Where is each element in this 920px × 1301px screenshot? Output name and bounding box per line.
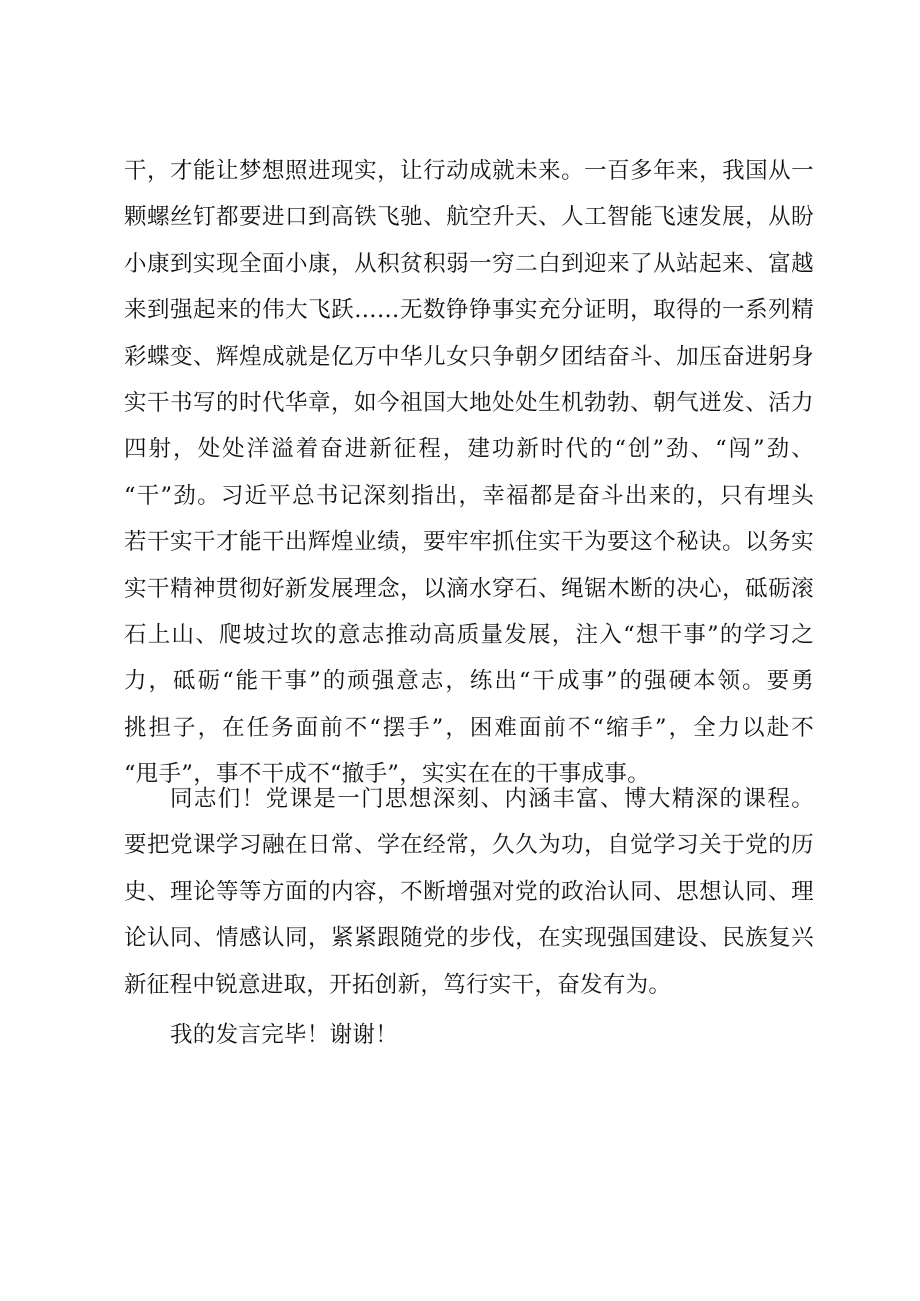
text-line: 论认同、情感认同，紧紧跟随党的步伐，在实现强国建设、民族复兴 [124, 925, 814, 952]
text-line: “干”劲。习近平总书记深刻指出，幸福都是奋斗出来的，只有埋头 [124, 482, 814, 509]
text-line: 小康到实现全面小康，从积贫积弱一穷二白到迎来了从站起来、富越 [124, 250, 814, 277]
text-line: 力，砥砺“能干事”的顽强意志，练出“干成事”的强硬本领。要勇 [124, 668, 814, 695]
paragraph-party-lesson [124, 776, 814, 1008]
text-line: 干，才能让梦想照进现实，让行动成就未来。一百多年来，我国从一 [124, 158, 814, 184]
text-line: 四射，处处洋溢着奋进新征程，建功新时代的“创”劲、“闯”劲、 [124, 436, 814, 463]
text-line: 实干书写的时代华章，如今祖国大地处处生机勃勃、朝气迸发、活力 [124, 389, 814, 416]
text-line: “甩手”，事不干成不“撤手”，实实在在的干事成事。 [124, 761, 651, 788]
text-line: 来到强起来的伟大飞跃……无数铮铮事实充分证明，取得的一系列精 [124, 297, 814, 324]
text-line: 实干精神贯彻好新发展理念，以滴水穿石、绳锯木断的决心，砥砺滚 [124, 575, 814, 602]
text-line: 史、理论等等方面的内容，不断增强对党的政治认同、思想认同、理 [124, 878, 814, 905]
paragraph-closing [124, 1012, 814, 1058]
text-line: 同志们！党课是一门思想深刻、内涵丰富、博大精深的课程。 [170, 786, 814, 812]
text-line: 我的发言完毕！谢谢！ [170, 1022, 399, 1048]
text-line: 挑担子，在任务面前不“摆手”，困难面前不“缩手”，全力以赴不 [124, 714, 814, 741]
text-line: 新征程中锐意进取，开拓创新，笃行实干，奋发有为。 [124, 971, 672, 998]
text-line: 彩蝶变、辉煌成就是亿万中华儿女只争朝夕团结奋斗、加压奋进躬身 [124, 343, 814, 370]
text-line: 石上山、爬坡过坎的意志推动高质量发展，注入“想干事”的学习之 [124, 621, 814, 648]
text-line: 若干实干才能干出辉煌业绩，要牢牢抓住实干为要这个秘诀。以务实 [124, 529, 814, 556]
text-line: 要把党课学习融在日常、学在经常，久久为功，自觉学习关于党的历 [124, 832, 814, 859]
text-line: 颗螺丝钉都要进口到高铁飞驰、航空升天、人工智能飞速发展，从盼 [124, 204, 814, 231]
paragraph-hard-work [124, 148, 814, 797]
